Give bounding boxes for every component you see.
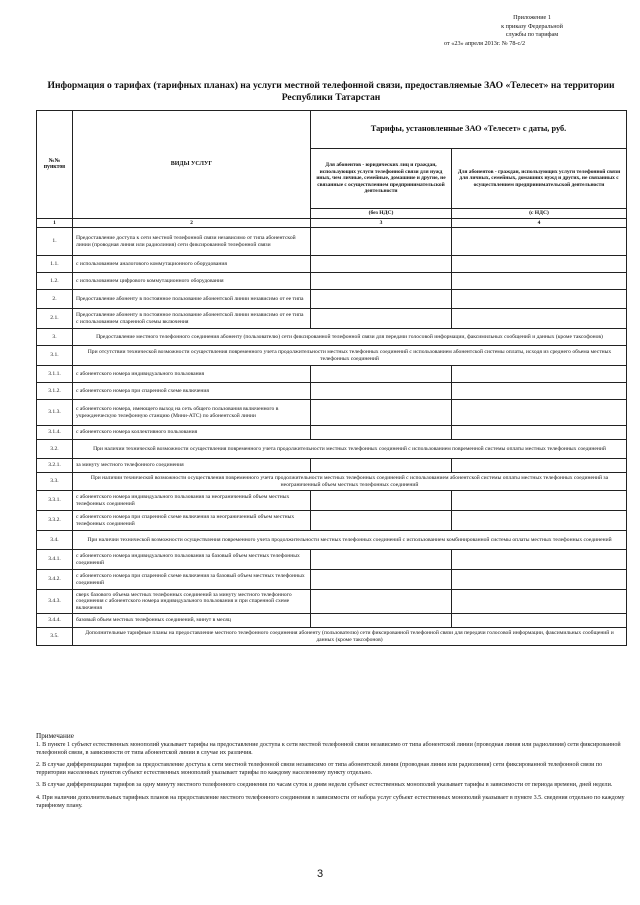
row-number: 3.3.1. [37, 491, 73, 511]
row-number: 3.4.3. [37, 590, 73, 614]
table-row [37, 366, 627, 383]
row-value-legal [311, 273, 452, 290]
table-row [37, 228, 627, 256]
table-row [37, 491, 627, 511]
page-number: 3 [316, 868, 324, 880]
row-value-citizens [452, 309, 627, 329]
row-service-text: При наличии технической возможности осуществления повременного учета продолжительности местных телефонных соединений с использованием комбинированной системы оплаты местных телефонных соединений [73, 531, 627, 550]
note-item: 1. В пункте 1 субъект естественных монополий указывает тарифы на предоставление доступа к сети местной телефонной связи независимо от типа абонентской линии (проводная линия или радиолиния) сети фиксированной телефонной связи, в зависимости от типа абонентской линии в случае их различия. [36, 742, 621, 757]
row-number: 3.4.1. [37, 550, 73, 570]
row-number: 3.1.3. [37, 400, 73, 426]
column-index: 1 [37, 218, 73, 228]
document-title: Информация о тарифах (тарифных планах) на услуги местной телефонной связи, предоставляемые ЗАО «Телесет» на территории Республики Татарстан [47, 80, 615, 103]
row-service-text: с абонентского номера коллективного пользования [73, 426, 311, 440]
column-index: 2 [73, 218, 311, 228]
row-number: 1.1. [37, 256, 73, 273]
table-row [37, 459, 627, 473]
row-value-citizens [452, 590, 627, 614]
row-number: 3.2. [37, 440, 73, 459]
row-value-citizens [452, 550, 627, 570]
appendix-line-1: Приложение 1 [513, 14, 551, 21]
row-number: 3.3.2. [37, 511, 73, 531]
row-number: 3.5. [37, 628, 73, 646]
table-row [37, 346, 627, 366]
row-number: 1.2. [37, 273, 73, 290]
note-item: 4. При наличии дополнительных тарифных планов на предоставление местного телефонного соединения в зависимости от набора услуг субъект естественных монополий указывает в пункте 3.5. сведения отдельно по каждому тарифному плану. [36, 794, 625, 809]
row-value-citizens [452, 383, 627, 400]
row-number: 3.1. [37, 346, 73, 366]
row-value-citizens [452, 366, 627, 383]
row-service-text: с абонентского номера при спаренной схеме включения за базовый объем местных телефонных соединений [73, 570, 311, 590]
row-service-text: сверх базового объема местных телефонных соединений за минуту местного телефонного соединения с абонентского номера индивидуального пользования и при спаренной схеме включения [73, 590, 311, 614]
table-row [37, 628, 627, 646]
table-row [37, 614, 627, 628]
row-value-citizens [452, 256, 627, 273]
row-service-text: При наличии технической возможности осуществления повременного учета продолжительности местных телефонных соединений с использованием повременной системы оплаты местных телефонных соединений [73, 440, 627, 459]
column-index: 4 [452, 218, 627, 228]
row-service-text: за минуту местного телефонного соединения [73, 459, 311, 473]
header-vat-included: (с НДС) [452, 209, 627, 219]
table-row [37, 309, 627, 329]
notes-title: Примечание [36, 732, 74, 740]
row-value-legal [311, 383, 452, 400]
row-number: 3.4.2. [37, 570, 73, 590]
row-value-legal [311, 590, 452, 614]
table-row [37, 290, 627, 309]
row-value-citizens [452, 511, 627, 531]
row-number: 3.4. [37, 531, 73, 550]
row-service-text: с абонентского номера индивидуального пользования [73, 366, 311, 383]
row-value-legal [311, 550, 452, 570]
row-number: 3.1.1. [37, 366, 73, 383]
appendix-line-4: от «23» апреля 2013г. № 78-с/2 [444, 39, 526, 47]
table-row [37, 329, 627, 346]
row-service-text: с использованием аналогового коммутационного оборудования [73, 256, 311, 273]
row-value-legal [311, 491, 452, 511]
header-tariffs: Тарифы, установленные ЗАО «Телесет» с даты, руб. [311, 111, 627, 149]
row-number: 1. [37, 228, 73, 256]
row-service-text: Предоставление абоненту в постоянное пользование абонентской линии независимо от ее типа [73, 290, 311, 309]
row-value-legal [311, 459, 452, 473]
table-row [37, 531, 627, 550]
row-value-legal [311, 290, 452, 309]
header-legal-entities: Для абонентов - юридических лиц и граждан, использующих услуги телефонной связи для нужд иных, чем личные, семейные, домашние и другие, не связанные с осуществлением предпринимательской деятельности [311, 149, 452, 209]
row-number: 3.3. [37, 473, 73, 491]
row-value-legal [311, 426, 452, 440]
column-index: 3 [311, 218, 452, 228]
table-row [37, 440, 627, 459]
note-item: 3. В случае дифференциации тарифов за одну минуту местного телефонного соединения по часам суток и дням недели субъект естественных монополий указывает тарифы в зависимости от периода времени, дней недели. [36, 782, 613, 789]
row-service-text: с абонентского номера при спаренной схеме включения [73, 383, 311, 400]
row-service-text: с абонентского номера индивидуального пользования за базовый объем местных телефонных соединений [73, 550, 311, 570]
row-service-text: с абонентского номера, имеющего выход на сеть общего пользования включенного в учрежденческую телефонную станцию (Мини-АТС) по абонентской линии [73, 400, 311, 426]
row-service-text: с абонентского номера при спаренной схеме включения за неограниченный объем местных телефонных соединений [73, 511, 311, 531]
appendix-line-3: службы по тарифам [505, 31, 559, 39]
row-service-text: Предоставление местного телефонного соединения абоненту (пользователю) сети фиксированной телефонной связи для передачи голосовой информации, факсимильных сообщений и данных (кроме таксофонов) [73, 329, 627, 346]
table-row [37, 400, 627, 426]
row-value-citizens [452, 491, 627, 511]
row-value-legal [311, 256, 452, 273]
table-row [37, 570, 627, 590]
header-service: ВИДЫ УСЛУГ [73, 111, 311, 219]
note-item: 2. В случае дифференциации тарифов за предоставление доступа к сети местной телефонной связи независимо от типа абонентской линии (проводная линия или радиолиния) сети фиксированной телефонной связи по территории населенных пунктов субъект естественных монополий указывает тарифы по каждому населенному пункту отдельно. [36, 762, 603, 777]
row-value-citizens [452, 228, 627, 256]
tariff-table [36, 110, 627, 646]
table-row [37, 383, 627, 400]
table-row [37, 590, 627, 614]
row-value-citizens [452, 290, 627, 309]
table-row [37, 273, 627, 290]
table-row [37, 550, 627, 570]
header-num: №№ пунктов [37, 111, 73, 219]
row-value-legal [311, 400, 452, 426]
appendix-line-2: к приказу Федеральной [501, 22, 563, 30]
row-service-text: базовый объем местных телефонных соединений, минут в месяц [73, 614, 311, 628]
row-value-legal [311, 228, 452, 256]
row-value-citizens [452, 273, 627, 290]
row-value-citizens [452, 459, 627, 473]
row-value-citizens [452, 400, 627, 426]
row-number: 3.1.4. [37, 426, 73, 440]
row-number: 3. [37, 329, 73, 346]
row-number: 3.1.2. [37, 383, 73, 400]
row-number: 3.4.4. [37, 614, 73, 628]
row-number: 3.2.1. [37, 459, 73, 473]
table-row [37, 511, 627, 531]
header-vat-excluded: (без НДС) [311, 209, 452, 219]
table-row [37, 256, 627, 273]
table-row [37, 426, 627, 440]
header-citizens: Для абонентов - граждан, использующих услуги телефонной связи для личных, семейных, домашних нужд и других, не связанных с осуществлением предпринимательской деятельности [452, 149, 627, 209]
row-service-text: Дополнительные тарифные планы на предоставление местного телефонного соединения абоненту (пользователю) сети фиксированной телефонной связи для передачи голосовой информации, факсимильных сообщений и данных (кроме таксофонов) [73, 628, 627, 646]
row-service-text: с абонентского номера индивидуального пользования за неограниченный объем местных телефонных соединений [73, 491, 311, 511]
row-service-text: с использованием цифрового коммутационного оборудования [73, 273, 311, 290]
table-row [37, 473, 627, 491]
row-service-text: При наличии технической возможности осуществления повременного учета продолжительности местных телефонных соединений с использованием абонентской системы оплаты местных телефонных соединений за неограниченный объем местных телефонных соединений [73, 473, 627, 491]
row-service-text: При отсутствии технической возможности осуществления повременного учета продолжительности местных телефонных соединений с использованием абонентской системы оплаты, исходя из среднего объема местных телефонных соединений [73, 346, 627, 366]
row-value-legal [311, 511, 452, 531]
row-service-text: Предоставление доступа к сети местной телефонной связи независимо от типа абонентской линии (проводная линия или радиолиния) сети фиксированной телефонной связи [73, 228, 311, 256]
row-value-legal [311, 614, 452, 628]
row-number: 2. [37, 290, 73, 309]
row-value-citizens [452, 426, 627, 440]
row-value-legal [311, 570, 452, 590]
tariff-table-body [37, 111, 627, 646]
row-value-citizens [452, 570, 627, 590]
row-value-legal [311, 366, 452, 383]
row-value-legal [311, 309, 452, 329]
row-value-citizens [452, 614, 627, 628]
row-number: 2.1. [37, 309, 73, 329]
notes-section [36, 732, 626, 814]
appendix-header [444, 14, 612, 48]
row-service-text: Предоставление абоненту в постоянное пользование абонентской линии независимо от ее типа с использованием спаренной схемы включения [73, 309, 311, 329]
